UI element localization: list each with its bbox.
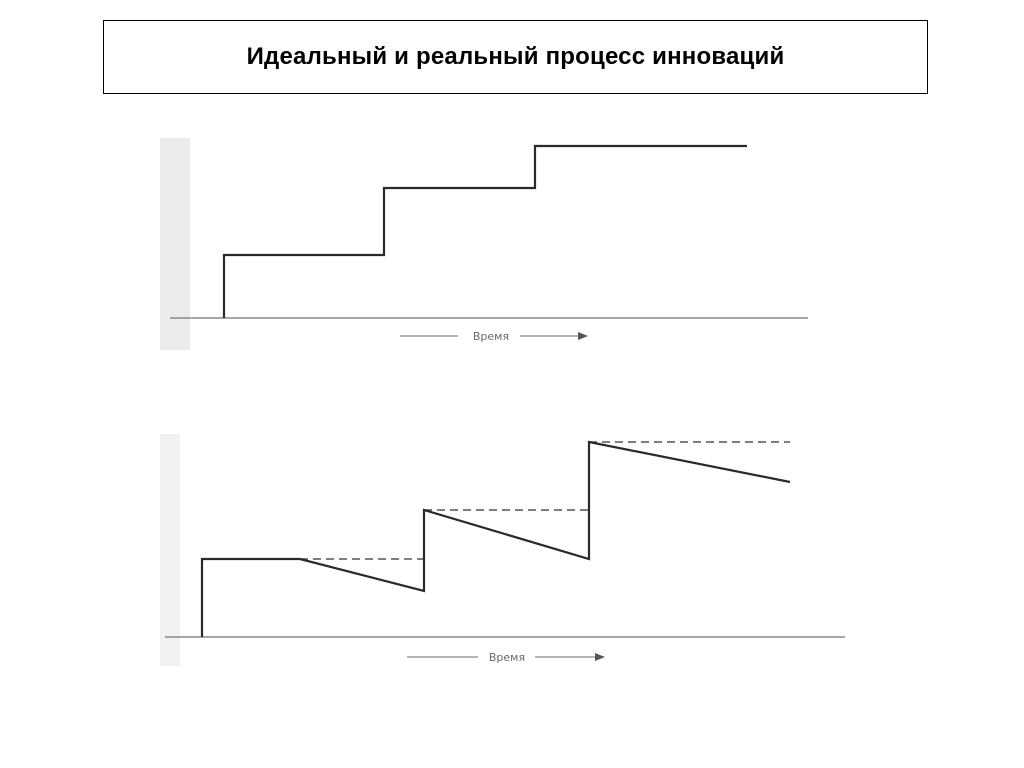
ideal-x-axis-label: Время (472, 330, 510, 343)
ideal-process-diagram (160, 138, 808, 350)
real-process-diagram (160, 434, 845, 666)
real-sawtooth-line (202, 442, 790, 637)
slide-title: Идеальный и реальный процесс инноваций (246, 43, 785, 70)
real-scan-edge (160, 434, 180, 666)
ideal-arrowhead-icon (578, 332, 588, 340)
ideal-step-line (224, 146, 747, 318)
real-x-axis-label: Время (488, 651, 526, 664)
real-arrowhead-icon (595, 653, 605, 661)
